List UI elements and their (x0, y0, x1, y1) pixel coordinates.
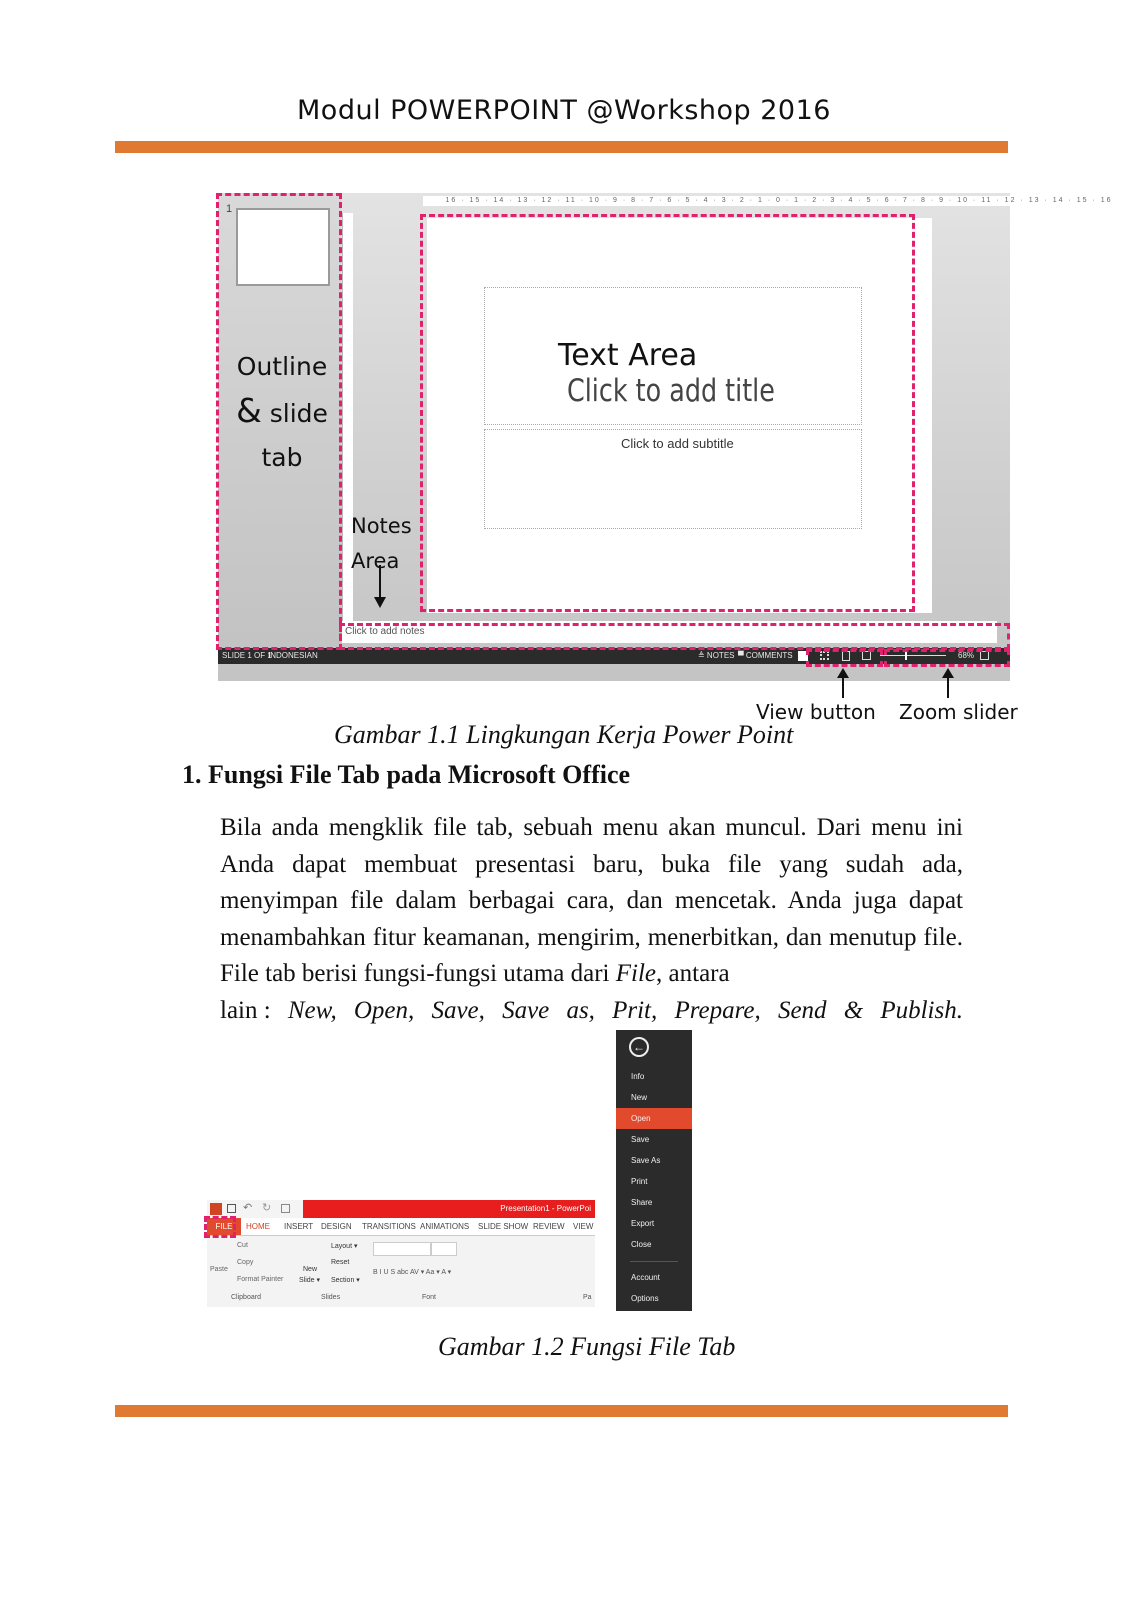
last-word: Open, (353, 996, 415, 1024)
menu-item-save[interactable]: Save (631, 1135, 650, 1144)
paragraph-tail-text: , antara (656, 960, 730, 987)
status-comments-button[interactable]: ▀ COMMENTS (738, 651, 793, 660)
last-word: lain : (220, 996, 271, 1024)
last-word: as, (566, 996, 595, 1024)
title-placeholder-text: Click to add title (567, 373, 775, 409)
title-bar: Presentation1 - PowerPoi (303, 1200, 595, 1218)
menu-item-account[interactable]: Account (631, 1273, 660, 1282)
outline-label-slide: slide (261, 399, 328, 428)
last-word: & (843, 996, 864, 1024)
outline-label-amp: & (236, 391, 262, 430)
last-word: Save, (431, 996, 485, 1024)
notes-pane[interactable]: Click to add notes (342, 621, 997, 643)
notes-area-frame (339, 623, 1010, 650)
copy-button[interactable]: Copy (237, 1259, 254, 1266)
cut-button[interactable]: Cut (237, 1242, 248, 1249)
tab-animations[interactable]: ANIMATIONS (420, 1222, 470, 1231)
slide-number: 1 (226, 203, 233, 215)
format-painter-button[interactable]: Format Painter (237, 1276, 284, 1283)
text-area-label: Text Area (558, 338, 698, 373)
layout-button[interactable]: Layout ▾ (331, 1243, 358, 1250)
last-word: Prit, (612, 996, 658, 1024)
menu-item-print[interactable]: Print (631, 1177, 648, 1186)
slides-group-label: Slides (321, 1294, 341, 1301)
tab-home[interactable]: HOME (246, 1222, 270, 1231)
subtitle-placeholder-text: Click to add subtitle (621, 436, 734, 451)
new-slide-dropdown[interactable]: Slide ▾ (299, 1277, 321, 1284)
status-notes-button[interactable]: ≜ NOTES (698, 651, 735, 660)
paragraph-italic-file: File (615, 960, 657, 987)
outline-label-line1: Outline (236, 352, 328, 381)
font-size-box[interactable] (431, 1242, 457, 1256)
font-group-label: Font (422, 1294, 437, 1301)
notes-label-line1: Notes (351, 514, 412, 538)
menu-item-options[interactable]: Options (631, 1294, 659, 1303)
menu-item-share[interactable]: Share (631, 1198, 653, 1207)
tab-view[interactable]: VIEW (573, 1222, 594, 1231)
zoom-slider-label: Zoom slider (899, 700, 1018, 724)
tab-file[interactable]: FILE (207, 1218, 241, 1235)
menu-divider (630, 1261, 678, 1262)
last-word: New, (287, 996, 337, 1024)
view-button-label: View button (756, 700, 876, 724)
outline-tab-frame (216, 193, 342, 650)
status-language[interactable]: INDONESIAN (268, 651, 318, 660)
last-word: Publish. (880, 996, 963, 1024)
zoom-level[interactable]: 68% (958, 651, 975, 660)
page-header-title: Modul POWERPOINT @Workshop 2016 (297, 95, 831, 126)
back-arrow-icon[interactable]: ← (629, 1037, 649, 1057)
tab-slide-show[interactable]: SLIDE SHOW (478, 1222, 529, 1231)
outline-label-line3: tab (261, 443, 303, 472)
tab-design[interactable]: DESIGN (321, 1222, 352, 1231)
powerpoint-logo-icon (210, 1203, 222, 1215)
last-word: Save (502, 996, 550, 1024)
last-word: Send (777, 996, 827, 1024)
save-icon[interactable] (227, 1204, 236, 1213)
menu-item-new[interactable]: New (631, 1093, 648, 1102)
font-format-buttons[interactable]: B I U S abc AV ▾ Aa ▾ A ▾ (373, 1269, 452, 1276)
zoom-slider-arrow-icon (941, 668, 955, 698)
tab-insert[interactable]: INSERT (284, 1222, 314, 1231)
menu-item-export[interactable]: Export (631, 1219, 655, 1228)
reset-button[interactable]: Reset (331, 1259, 350, 1266)
font-name-box[interactable] (373, 1242, 431, 1256)
undo-icon[interactable]: ↶ (243, 1202, 253, 1214)
notes-label-line2: Area (351, 549, 400, 573)
section-paragraph (220, 810, 963, 1029)
section-heading: 1. Fungsi File Tab pada Microsoft Office (182, 760, 631, 789)
start-slideshow-icon[interactable] (281, 1204, 290, 1213)
file-tab-highlight (204, 1216, 236, 1238)
menu-item-open[interactable]: Open (616, 1108, 692, 1129)
figure2-caption: Gambar 1.2 Fungsi File Tab (438, 1332, 736, 1361)
paragraph-group-label: Pa (583, 1294, 592, 1301)
menu-item-close[interactable]: Close (631, 1240, 652, 1249)
view-button-frame (806, 649, 883, 667)
section-button[interactable]: Section ▾ (331, 1277, 360, 1284)
paste-button[interactable]: Paste (210, 1266, 228, 1273)
footer-rule (115, 1405, 1008, 1417)
horizontal-ruler: 16 · 15 · 14 · 13 · 12 · 11 · 10 · 9 · 8 · 7 · 6 · 5 · 4 · 3 · 2 · 1 · 0 · 1 · 2 · 3 · 4 · 5 · 6 · 7 · 8 · 9 · 10 · 11 · 12 · 13 · 14 · 15 · 16 (423, 196, 1128, 206)
view-button-arrow-icon (836, 668, 850, 698)
clipboard-group-label: Clipboard (231, 1294, 261, 1301)
status-slide-count: SLIDE 1 OF 1 (222, 651, 272, 660)
paragraph-last-line (220, 993, 963, 1030)
paragraph-main-text: Bila anda mengklik file tab, sebuah menu akan muncul. Dari menu ini Anda dapat membuat presentasi baru, buka file yang sudah ada, menyimpan file dalam berbagai cara, dan mencetak. Anda juga dapat menambahkan fitur keamanan, mengirim, menerbitkan, dan menutup file. File tab berisi fungsi-fungsi utama dari (220, 814, 963, 987)
text-area-frame (420, 214, 915, 612)
tab-transitions[interactable]: TRANSITIONS (362, 1222, 416, 1231)
tab-review[interactable]: REVIEW (533, 1222, 565, 1231)
menu-item-save-as[interactable]: Save As (631, 1156, 661, 1165)
ribbon-tabs (207, 1218, 595, 1236)
file-backstage-menu (616, 1030, 692, 1311)
menu-item-info[interactable]: Info (631, 1072, 645, 1081)
powerpoint-ribbon-screenshot (207, 1200, 595, 1307)
header-rule (115, 141, 1008, 153)
redo-icon[interactable]: ↻ (262, 1202, 272, 1214)
last-word: Prepare, (674, 996, 761, 1024)
notes-arrow-icon (373, 565, 387, 609)
new-slide-button[interactable]: New (303, 1266, 318, 1273)
paragraph-body (220, 810, 963, 993)
figure1-caption: Gambar 1.1 Lingkungan Kerja Power Point (334, 720, 794, 749)
zoom-slider-frame (884, 649, 1010, 667)
